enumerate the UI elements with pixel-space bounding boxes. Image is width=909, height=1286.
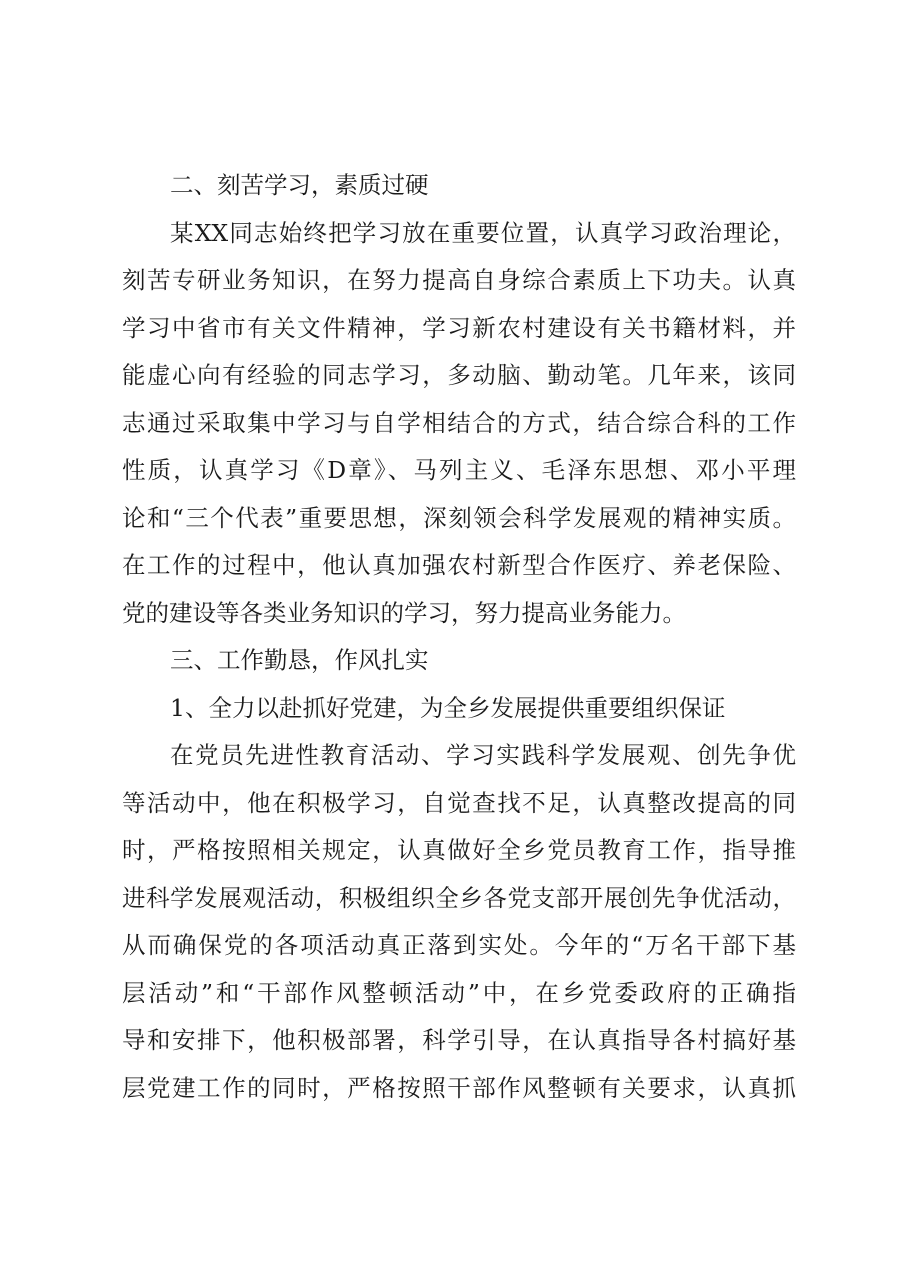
document-body <box>122 162 796 1112</box>
paragraph-line: 进科学发展观活动，积极组织全乡各党支部开展创先争优活动， <box>122 883 796 912</box>
paragraph-line: 在党员先进性教育活动、学习实践科学发展观、创先争优 <box>170 741 796 769</box>
paragraph-line: 层党建工作的同时，严格按照干部作风整顿有关要求，认真抓 <box>122 1073 796 1102</box>
paragraph-line: 等活动中，他在积极学习，自觉查找不足，认真整改提高的同 <box>122 788 796 817</box>
paragraph-line: 导和安排下，他积极部署，科学引导，在认真指导各村搞好基 <box>122 1026 796 1054</box>
paragraph-line: 从而确保党的各项活动真正落到实处。今年的“万名干部下基 <box>122 931 796 959</box>
section-heading-3: 三、工作勤恳，作风扎实 <box>170 646 429 674</box>
paragraph-line: 性质，认真学习《D章》、马列主义、毛泽东思想、邓小平理 <box>122 456 796 484</box>
paragraph-line: 学习中省市有关文件精神，学习新农村建设有关书籍材料，并 <box>122 313 796 342</box>
paragraph-line: 党的建设等各类业务知识的学习，努力提高业务能力。 <box>122 598 686 627</box>
paragraph-line: 刻苦专研业务知识，在努力提高自身综合素质上下功夫。认真 <box>122 266 796 294</box>
paragraph-line: 时，严格按照相关规定，认真做好全乡党员教育工作，指导推 <box>122 836 796 864</box>
subsection-heading-1: 1、全力以赴抓好党建，为全乡发展提供重要组织保证 <box>170 693 726 722</box>
paragraph-line: 某XX同志始终把学习放在重要位置，认真学习政治理论， <box>170 218 796 247</box>
paragraph-line: 志通过采取集中学习与自学相结合的方式，结合综合科的工作 <box>122 408 796 437</box>
paragraph-line: 层活动”和“干部作风整顿活动”中，在乡党委政府的正确指 <box>122 978 796 1007</box>
paragraph-line: 论和“三个代表”重要思想，深刻领会科学发展观的精神实质。 <box>122 503 796 532</box>
paragraph-line: 在工作的过程中，他认真加强农村新型合作医疗、养老保险、 <box>122 551 796 579</box>
section-heading-2: 二、刻苦学习，素质过硬 <box>170 171 429 199</box>
paragraph-line: 能虚心向有经验的同志学习，多动脑、勤动笔。几年来，该同 <box>122 361 796 389</box>
